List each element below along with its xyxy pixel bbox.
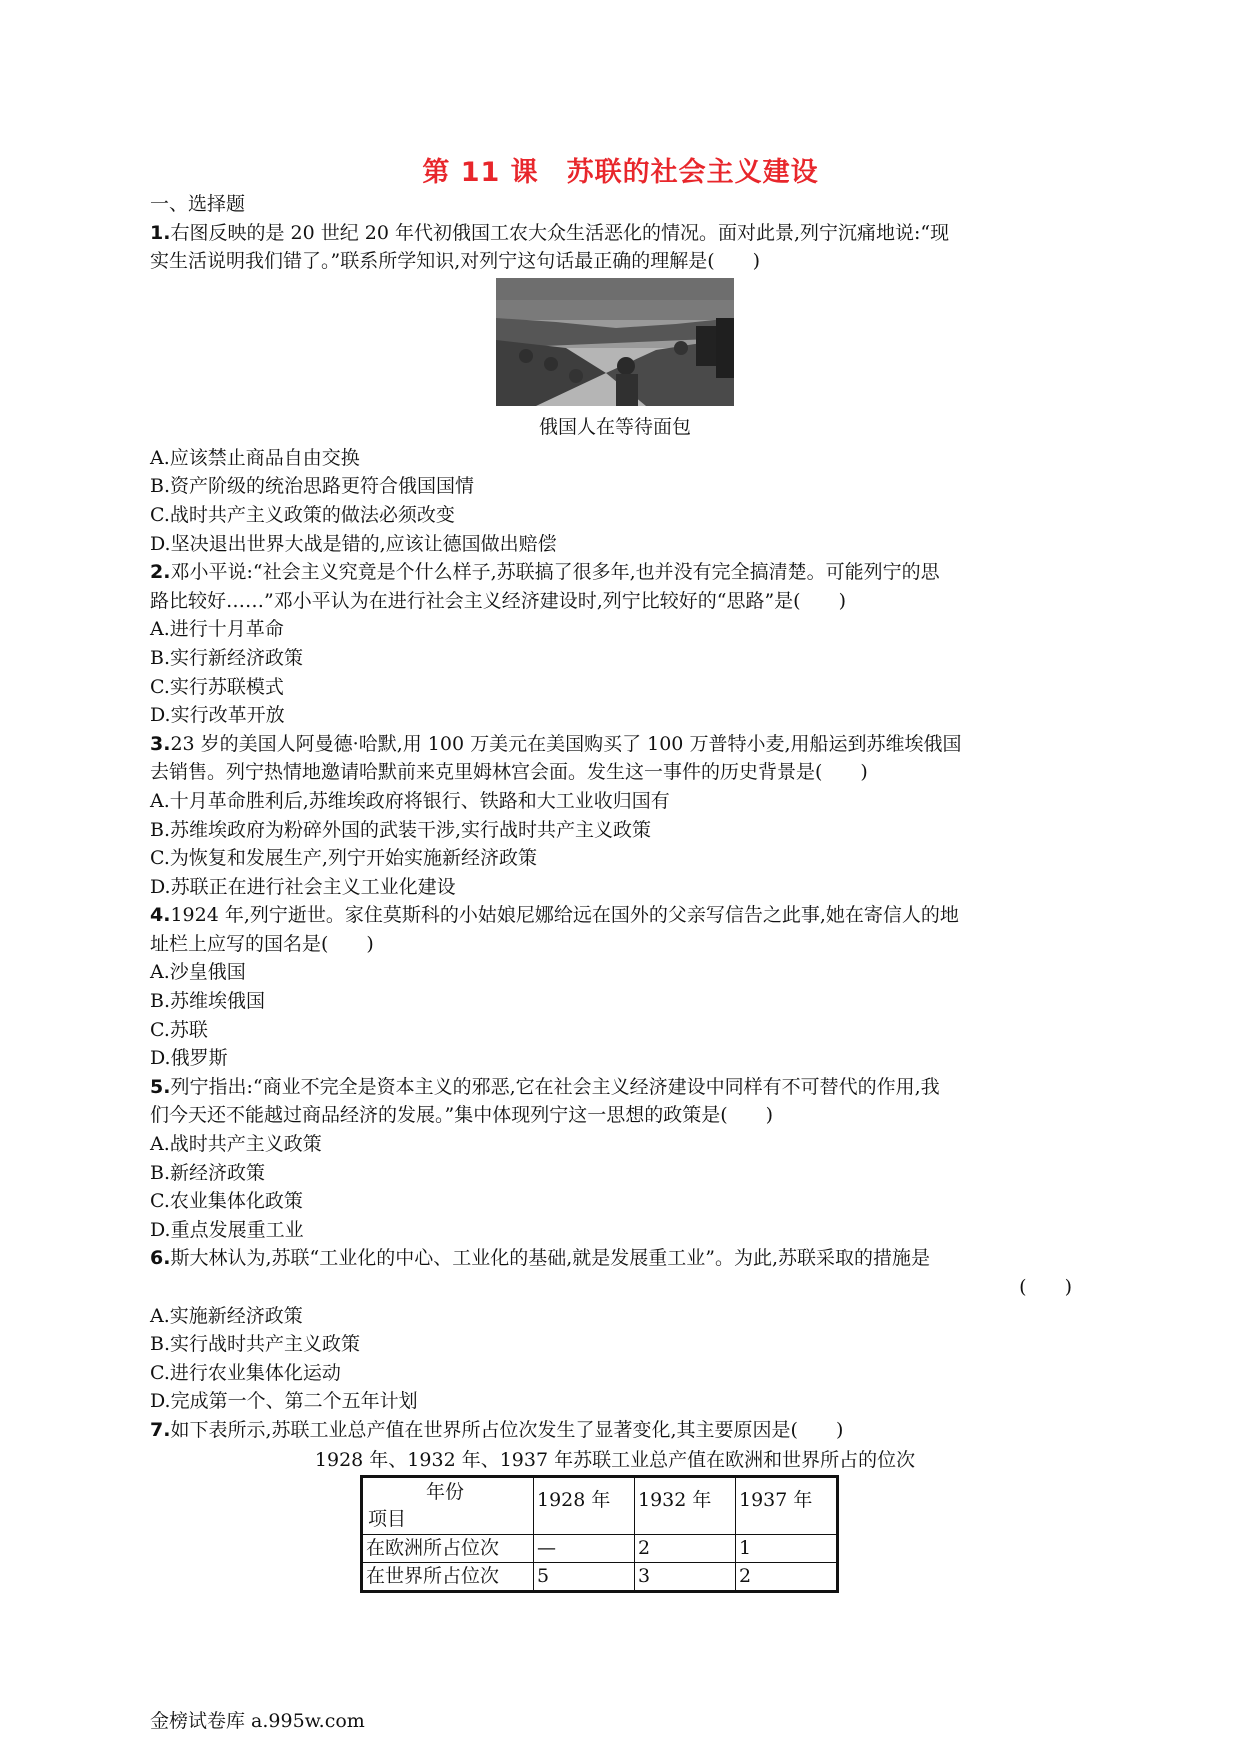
option-c: C.战时共产主义政策的做法必须改变 xyxy=(150,503,455,526)
question-number: 3. xyxy=(150,732,171,755)
option-d: D.苏联正在进行社会主义工业化建设 xyxy=(150,875,456,898)
question-1-line-1: 1.右图反映的是 20 世纪 20 年代初俄国工农大众生活恶化的情况。面对此景,列宁沉痛地说:“现 xyxy=(150,221,950,244)
option-d: D.重点发展重工业 xyxy=(150,1218,304,1241)
question-3-line-2: 去销售。列宁热情地邀请哈默前来克里姆林宫会面。发生这一事件的历史背景是( ) xyxy=(150,761,868,784)
table-cell: 2 xyxy=(635,1534,736,1562)
photo-caption: 俄国人在等待面包 xyxy=(538,415,691,438)
question-1-figure xyxy=(150,278,1080,406)
option-b: B.实行战时共产主义政策 xyxy=(150,1333,361,1356)
table-cell: 3 xyxy=(635,1562,736,1591)
bread-queue-photo xyxy=(496,278,734,406)
header-year-label: 年份 xyxy=(426,1480,465,1503)
option-c: C.苏联 xyxy=(150,1018,208,1041)
question-number: 2. xyxy=(150,561,171,584)
answer-bracket: ( ) xyxy=(1019,1276,1072,1298)
footer-source: 金榜试卷库 a.995w.com xyxy=(150,1710,365,1732)
option-c: C.为恢复和发展生产,列宁开始实施新经济政策 xyxy=(150,847,537,870)
question-number: 1. xyxy=(150,221,171,244)
option-d: D.实行改革开放 xyxy=(150,704,285,727)
question-number: 5. xyxy=(150,1075,171,1098)
option-c: C.进行农业集体化运动 xyxy=(150,1361,341,1384)
table-cell: — xyxy=(534,1534,635,1562)
table-cell: 5 xyxy=(534,1562,635,1591)
row-label: 在欧洲所占位次 xyxy=(362,1534,534,1562)
option-b: B.实行新经济政策 xyxy=(150,646,304,669)
row-label: 在世界所占位次 xyxy=(362,1562,534,1591)
table-cell: 2 xyxy=(736,1562,838,1591)
question-1-line-2: 实生活说明我们错了。”联系所学知识,对列宁这句话最正确的理解是( ) xyxy=(150,250,761,273)
question-number: 7. xyxy=(150,1418,171,1441)
table-header-year: 1928 年 xyxy=(534,1476,635,1534)
question-3-line-1: 3.23 岁的美国人阿曼德·哈默,用 100 万美元在美国购买了 100 万普特小麦,用船运到苏维埃俄国 xyxy=(150,732,962,755)
option-a: A.十月革命胜利后,苏维埃政府将银行、铁路和大工业收归国有 xyxy=(150,789,670,812)
table-header-year: 1932 年 xyxy=(635,1476,736,1534)
option-d: D.俄罗斯 xyxy=(150,1047,228,1070)
page-title: 第 11 课 苏联的社会主义建设 xyxy=(422,157,819,188)
section-heading: 一、选择题 xyxy=(150,193,246,215)
option-b: B.苏维埃俄国 xyxy=(150,990,266,1013)
question-2-line-2: 路比较好……”邓小平认为在进行社会主义经济建设时,列宁比较好的“思路”是( ) xyxy=(150,589,847,612)
option-a: A.进行十月革命 xyxy=(150,618,284,641)
option-b: B.苏维埃政府为粉碎外国的武装干涉,实行战时共产主义政策 xyxy=(150,818,652,841)
question-number: 6. xyxy=(150,1247,171,1270)
table-cell: 1 xyxy=(736,1534,838,1562)
table-corner-header xyxy=(362,1476,534,1534)
question-7-line-1: 7.如下表所示,苏联工业总产值在世界所占位次发生了显著变化,其主要原因是( ) xyxy=(150,1418,844,1441)
question-4-line-1: 4.1924 年,列宁逝世。家住莫斯科的小姑娘尼娜给远在国外的父亲写信告之此事,她在寄信人的地 xyxy=(150,904,959,927)
option-b: B.资产阶级的统治思路更符合俄国国情 xyxy=(150,475,475,498)
option-c: C.农业集体化政策 xyxy=(150,1190,303,1213)
question-5-line-1: 5.列宁指出:“商业不完全是资本主义的邪恶,它在社会主义经济建设中同样有不可替代的作用,我 xyxy=(150,1075,940,1098)
question-2-line-1: 2.邓小平说:“社会主义究竟是个什么样子,苏联搞了很多年,也并没有完全搞清楚。可能列宁的思 xyxy=(150,561,940,584)
table-row xyxy=(362,1562,838,1591)
option-a: A.应该禁止商品自由交换 xyxy=(150,446,360,469)
option-a: A.实施新经济政策 xyxy=(150,1304,303,1327)
table-row xyxy=(362,1534,838,1562)
option-d: D.坚决退出世界大战是错的,应该让德国做出赔偿 xyxy=(150,532,557,555)
option-c: C.实行苏联模式 xyxy=(150,675,284,698)
option-a: A.战时共产主义政策 xyxy=(150,1133,322,1156)
question-number: 4. xyxy=(150,904,171,927)
table-header-year: 1937 年 xyxy=(736,1476,838,1534)
option-a: A.沙皇俄国 xyxy=(150,961,246,984)
option-b: B.新经济政策 xyxy=(150,1161,266,1184)
question-content xyxy=(150,190,1080,1593)
question-4-line-2: 址栏上应写的国名是( ) xyxy=(150,932,374,955)
question-5-line-2: 们今天还不能越过商品经济的发展。”集中体现列宁这一思想的政策是( ) xyxy=(150,1104,774,1127)
table-caption: 1928 年、1932 年、1937 年苏联工业总产值在欧洲和世界所占的位次 xyxy=(314,1448,916,1471)
header-item-label: 项目 xyxy=(368,1507,407,1530)
question-6-line-1: 6.斯大林认为,苏联“工业化的中心、工业化的基础,就是发展重工业”。为此,苏联采取的措施是 xyxy=(150,1247,931,1270)
ranking-table xyxy=(360,1475,839,1593)
option-d: D.完成第一个、第二个五年计划 xyxy=(150,1390,418,1413)
table-header-row xyxy=(362,1476,838,1534)
